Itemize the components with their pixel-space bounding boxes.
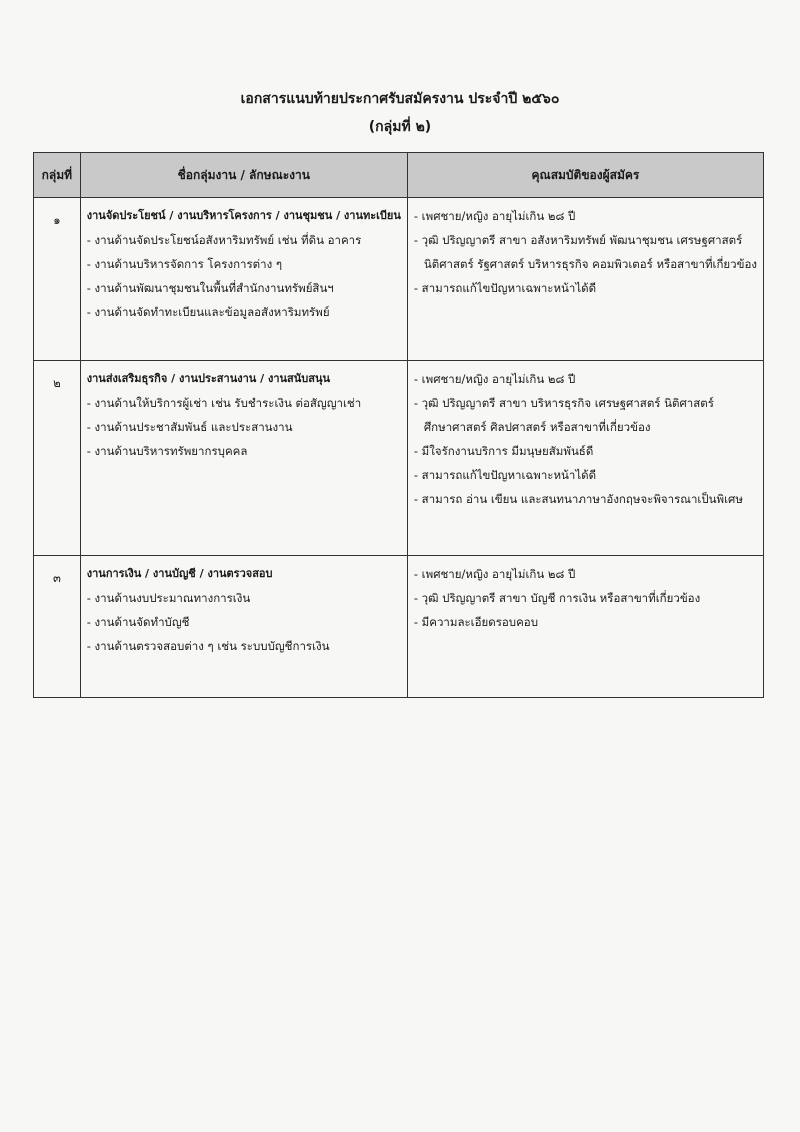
group-number-cell [34, 556, 81, 698]
table-row [34, 361, 764, 556]
group-content [81, 361, 407, 463]
qualifications-cell [407, 198, 763, 361]
group-content [81, 198, 407, 324]
job-item: - งานด้านบริหารจัดการ โครงการต่าง ๆ [86, 257, 283, 271]
qualifications-content [408, 198, 763, 300]
job-item: - งานด้านงบประมาณทางการเงิน [86, 591, 251, 605]
header-group-name: ชื่อกลุ่มงาน / ลักษณะงาน [80, 153, 407, 198]
group-content [81, 556, 407, 658]
job-item: - งานด้านบริหารทรัพยากรบุคคล [86, 444, 248, 458]
group-name-cell [80, 361, 407, 556]
header-group-number: กลุ่มที่ [34, 153, 81, 198]
qualification-line: - สามารถ อ่าน เขียน และสนทนาภาษาอังกฤษจะพิจารณาเป็นพิเศษ [413, 492, 743, 506]
qualifications-content [408, 556, 763, 634]
job-item: - งานด้านจัดทำบัญชี [86, 615, 190, 629]
table-row [34, 198, 764, 361]
document-title: เอกสารแนบท้ายประกาศรับสมัครงาน ประจำปี ๒๕๖๐ [240, 91, 560, 107]
group-number: ๓ [52, 571, 61, 585]
group-title: งานการเงิน / งานบัญชี / งานตรวจสอบ [86, 567, 273, 580]
table-row [34, 556, 764, 698]
recruitment-table [33, 152, 764, 698]
job-item: - งานด้านพัฒนาชุมชนในพื้นที่สำนักงานทรัพย์สินฯ [86, 281, 334, 295]
group-number: ๒ [53, 376, 61, 390]
group-title: งานส่งเสริมธุรกิจ / งานประสานงาน / งานสนับสนุน [86, 372, 330, 385]
qualifications-cell [407, 361, 763, 556]
qualification-line: - วุฒิ ปริญญาตรี สาขา บัญชี การเงิน หรือสาขาที่เกี่ยวข้อง [413, 591, 701, 605]
qualification-line: ศึกษาศาสตร์ ศิลปศาสตร์ หรือสาขาที่เกี่ยวข้อง [423, 420, 651, 434]
job-item: - งานด้านประชาสัมพันธ์ และประสานงาน [86, 420, 293, 434]
qualification-line: - สามารถแก้ไขปัญหาเฉพาะหน้าได้ดี [413, 281, 597, 295]
group-number: ๑ [53, 213, 61, 227]
group-number-cell [34, 198, 81, 361]
qualification-line: - สามารถแก้ไขปัญหาเฉพาะหน้าได้ดี [413, 468, 597, 482]
qualification-line: - เพศชาย/หญิง อายุไม่เกิน ๒๘ ปี [413, 209, 576, 223]
qualification-line: - เพศชาย/หญิง อายุไม่เกิน ๒๘ ปี [413, 372, 576, 386]
qualifications-cell [407, 556, 763, 698]
qualification-line: นิติศาสตร์ รัฐศาสตร์ บริหารธุรกิจ คอมพิวเตอร์ หรือสาขาที่เกี่ยวข้อง [423, 257, 757, 271]
job-item: - งานด้านจัดประโยชน์อสังหาริมทรัพย์ เช่น ที่ดิน อาคาร [86, 233, 362, 247]
qualification-line: - มีความละเอียดรอบคอบ [413, 615, 538, 629]
qualification-line: - วุฒิ ปริญญาตรี สาขา บริหารธุรกิจ เศรษฐศาสตร์ นิติศาสตร์ [413, 396, 714, 410]
group-title: งานจัดประโยชน์ / งานบริหารโครงการ / งานชุมชน / งานทะเบียน [86, 209, 401, 222]
qualifications-content [408, 361, 763, 511]
group-name-cell [80, 556, 407, 698]
job-item: - งานด้านตรวจสอบต่าง ๆ เช่น ระบบบัญชีการเงิน [86, 639, 330, 653]
header-qualifications: คุณสมบัติของผู้สมัคร [407, 153, 763, 198]
qualification-line: - วุฒิ ปริญญาตรี สาขา อสังหาริมทรัพย์ พัฒนาชุมชน เศรษฐศาสตร์ [413, 233, 743, 247]
qualification-line: - มีใจรักงานบริการ มีมนุษยสัมพันธ์ดี [413, 444, 594, 458]
table-header-row [34, 153, 764, 198]
job-item: - งานด้านจัดทำทะเบียนและข้อมูลอสังหาริมทรัพย์ [86, 305, 330, 319]
group-number-cell [34, 361, 81, 556]
document-subtitle: (กลุ่มที่ ๒) [368, 119, 432, 135]
group-name-cell [80, 198, 407, 361]
job-item: - งานด้านให้บริการผู้เช่า เช่น รับชำระเงิน ต่อสัญญาเช่า [86, 396, 362, 410]
qualification-line: - เพศชาย/หญิง อายุไม่เกิน ๒๘ ปี [413, 567, 576, 581]
